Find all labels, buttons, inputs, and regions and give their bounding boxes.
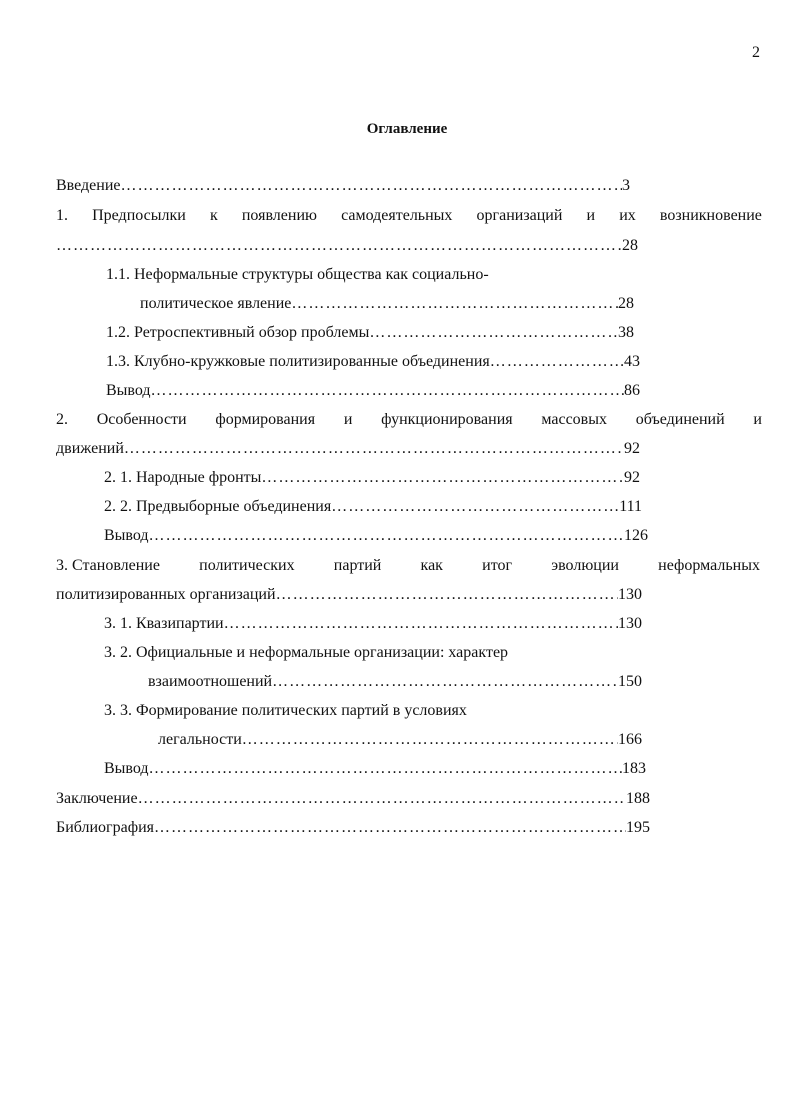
toc-page-number: 28 xyxy=(622,237,638,254)
toc-chapter-1-leader[interactable] xyxy=(56,236,638,256)
toc-entry-text: Заключение xyxy=(56,790,138,807)
toc-entry-text: движений xyxy=(56,440,124,457)
word: их xyxy=(619,207,636,224)
word: политических xyxy=(199,557,295,574)
toc-entry-2-2[interactable] xyxy=(104,497,642,517)
toc-entry-text: Библиография xyxy=(56,819,154,836)
toc-leader-dots xyxy=(121,176,623,196)
toc-page-number: 28 xyxy=(618,295,634,312)
word: массовых xyxy=(541,411,607,428)
toc-entry-final-conclusion[interactable] xyxy=(56,789,650,809)
toc-entry-1-1[interactable] xyxy=(140,294,634,314)
word: как xyxy=(420,557,443,574)
toc-entry-text: политическое явление xyxy=(140,295,292,312)
toc-page-number: 130 xyxy=(618,615,642,632)
toc-chapter-1-heading[interactable] xyxy=(56,206,762,226)
toc-leader-dots xyxy=(149,526,624,546)
toc-page-number: 3 xyxy=(622,177,630,194)
toc-entry-text: политизированных организаций xyxy=(56,586,276,603)
word: функционирования xyxy=(381,411,513,428)
toc-leader-dots xyxy=(124,439,624,459)
toc-entry-3-2-line1[interactable]: 3. 2. Официальные и неформальные организации: характер xyxy=(104,644,509,661)
toc-page-number: 188 xyxy=(626,790,650,807)
toc-page-number: 130 xyxy=(618,586,642,603)
toc-entry-text: легальности xyxy=(158,731,242,748)
toc-entry-text: Введение xyxy=(56,177,121,194)
toc-page-number: 92 xyxy=(624,469,640,486)
toc-entry-1-1-line1[interactable]: 1.1. Неформальные структуры общества как социально- xyxy=(106,266,489,283)
toc-entry-1-3[interactable] xyxy=(106,352,640,372)
toc-entry-text: взаимоотношений xyxy=(148,673,273,690)
toc-leader-dots xyxy=(149,759,622,779)
toc-page-number: 126 xyxy=(624,527,648,544)
toc-page-number: 166 xyxy=(618,731,642,748)
toc-entry-1-2[interactable] xyxy=(106,323,634,343)
toc-entry-conclusion-3[interactable] xyxy=(104,759,646,779)
toc-page-number: 43 xyxy=(624,353,640,370)
word: возникновение xyxy=(659,207,762,224)
toc-page-number: 195 xyxy=(626,819,650,836)
toc-leader-dots xyxy=(291,294,618,314)
toc-entry-conclusion-1[interactable] xyxy=(106,381,640,401)
toc-chapter-2[interactable] xyxy=(56,439,640,459)
toc-leader-dots xyxy=(272,672,618,692)
word: 1. xyxy=(56,207,68,224)
toc-page-number: 38 xyxy=(618,324,634,341)
toc-entry-2-1[interactable] xyxy=(104,468,640,488)
toc-entry-text: Вывод xyxy=(106,382,151,399)
toc-entry-text: 1.3. Клубно-кружковые политизированные объединения xyxy=(106,353,490,370)
word: неформальных xyxy=(658,557,760,574)
toc-entry-conclusion-2[interactable] xyxy=(104,526,648,546)
word: и xyxy=(753,411,762,428)
toc-entry-3-3-line1[interactable]: 3. 3. Формирование политических партий в условиях xyxy=(104,702,467,719)
word: самодеятельных xyxy=(341,207,453,224)
word: и xyxy=(586,207,596,224)
toc-entry-text: 3. 1. Квазипартии xyxy=(104,615,224,632)
toc-entry-3-2[interactable] xyxy=(148,672,642,692)
toc-entry-bibliography[interactable] xyxy=(56,818,650,838)
word: формирования xyxy=(215,411,316,428)
toc-entry-intro[interactable] xyxy=(56,176,630,196)
page-number: 2 xyxy=(752,44,760,61)
toc-entry-text: 2. 2. Предвыборные объединения xyxy=(104,498,332,515)
word: итог xyxy=(482,557,513,574)
toc-page-number: 183 xyxy=(622,760,646,777)
toc-leader-dots xyxy=(242,730,618,750)
word: объединений xyxy=(635,411,725,428)
toc-entry-3-1[interactable] xyxy=(104,614,642,634)
toc-leader-dots xyxy=(276,585,618,605)
word: к xyxy=(209,207,218,224)
word: 2. xyxy=(56,411,68,428)
word: эволюции xyxy=(551,557,619,574)
word: и xyxy=(343,411,353,428)
toc-chapter-2-heading[interactable] xyxy=(56,410,762,430)
toc-leader-dots xyxy=(154,818,626,838)
word: Особенности xyxy=(96,411,187,428)
word: 3. Становление xyxy=(56,557,160,574)
toc-leader-dots xyxy=(151,381,624,401)
toc-entry-text: Вывод xyxy=(104,760,149,777)
toc-entry-text: Вывод xyxy=(104,527,149,544)
toc-entry-3-3[interactable] xyxy=(158,730,642,750)
toc-chapter-3-heading[interactable] xyxy=(56,556,760,576)
toc-entry-text: 1.2. Ретроспективный обзор проблемы xyxy=(106,324,370,341)
word: партий xyxy=(333,557,382,574)
word: появлению xyxy=(241,207,317,224)
toc-leader-dots xyxy=(331,497,619,517)
toc-leader-dots xyxy=(224,614,618,634)
toc-leader-dots xyxy=(261,468,624,488)
toc-leader-dots xyxy=(490,352,624,372)
toc-chapter-3[interactable] xyxy=(56,585,642,605)
toc-page-number: 92 xyxy=(624,440,640,457)
toc-leader-dots xyxy=(56,236,622,256)
word: организаций xyxy=(476,207,563,224)
toc-leader-dots xyxy=(138,789,626,809)
toc-entry-text: 2. 1. Народные фронты xyxy=(104,469,262,486)
toc-page-number: 111 xyxy=(619,498,642,515)
word: Предпосылки xyxy=(92,207,186,224)
toc-leader-dots xyxy=(369,323,618,343)
toc-page-number: 86 xyxy=(624,382,640,399)
toc-page-number: 150 xyxy=(618,673,642,690)
toc-title: Оглавление xyxy=(366,121,448,137)
